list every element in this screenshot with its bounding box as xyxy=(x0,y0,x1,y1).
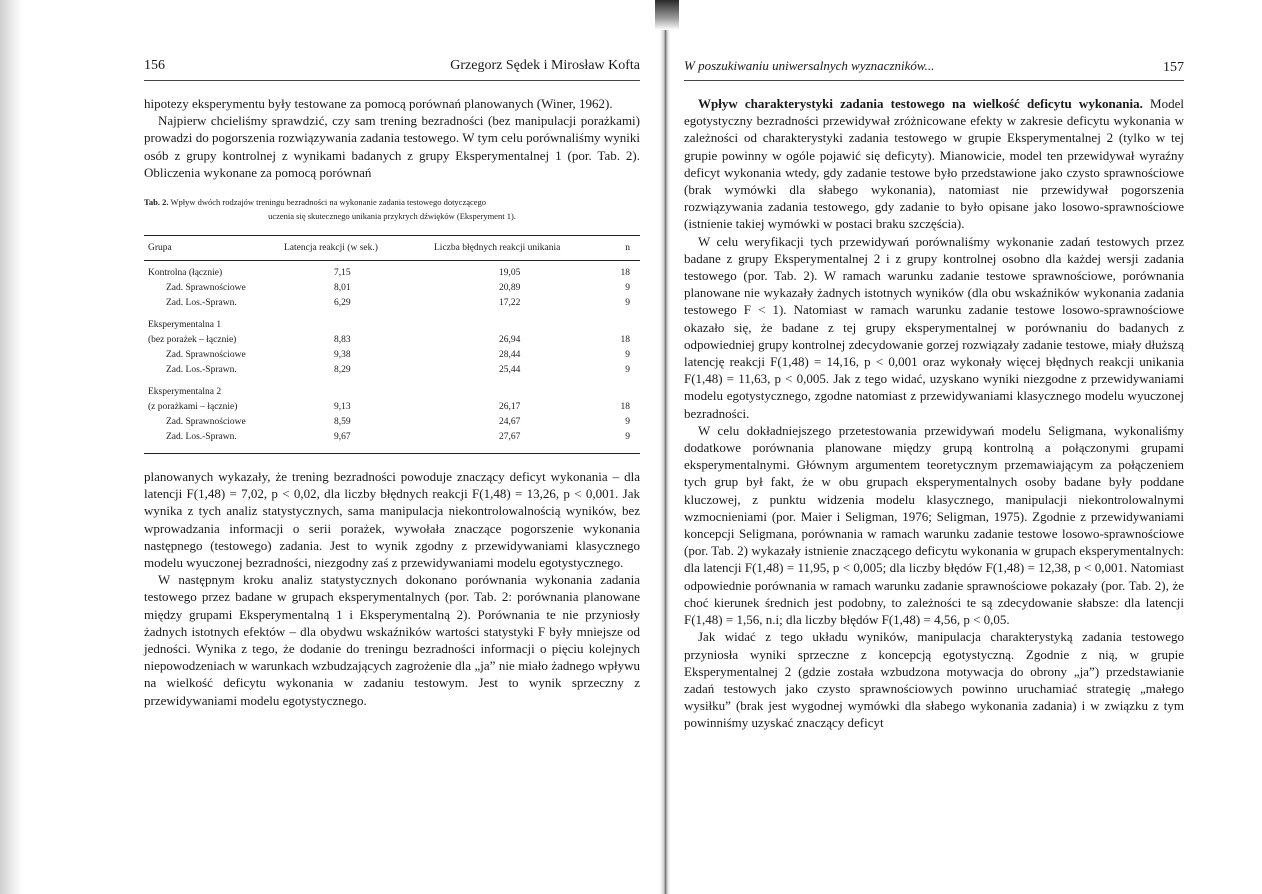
table-row xyxy=(144,282,640,297)
cell-errors: 17,22 xyxy=(499,298,521,309)
table-row xyxy=(144,364,640,379)
table-header-row xyxy=(144,242,640,261)
group-label-detail: (bez porażek – łącznie) xyxy=(148,335,237,346)
condition-label: Zad. Los.-Sprawn. xyxy=(166,298,237,309)
paragraph: Jak widać z tego układu wyników, manipulacja charakterystyką zadania testowego przyniosła wyniki sprzeczne z koncepcją egotystyczną. Zgodnie z nią, w grupie Eksperymentalnej 2 (gdzie została wzbudzona motywacja do obrony „ja”) przedstawianie zadań testowych jako czysto sprawnościowych powinno uruchamiać strategię „małego wysiłku” (brak jest wygodnej wymówki dla słabego wykonania zadania) i w związku z tym powinniśmy uzyskać znaczący deficyt xyxy=(684,629,1184,731)
table-row-group-title xyxy=(144,319,640,334)
table-row-group-total xyxy=(144,267,640,282)
cell-n: 9 xyxy=(625,365,630,376)
cell-errors: 25,44 xyxy=(499,365,521,376)
page-number: 157 xyxy=(1163,60,1184,75)
cell-n: 9 xyxy=(625,432,630,443)
column-header-errors: Liczba błędnych reakcji unikania xyxy=(434,243,561,254)
paragraph-body: Model egotystyczny bezradności przewidywał zróżnicowane efekty w zakresie deficytu wykonania w zależności od charakterystyki zadania testowego w grupie Eksperymentalnej 2 (tylko w tej grupie powinny w ogóle pojawić się deficyty). Mianowicie, model ten przewidywał wyraźny deficyt wykonania wtedy, gdy zadanie testowe było przedstawione jako czysto sprawnościowe (brak wymówki dla słabego wykonania), natomiast nie przewidywał pogorszenia rozwiązywania zadania testowego, gdy zadanie to było opisane jako losowo-sprawnościowe (istnienie takiej wymówki w postaci braku szczęścia). xyxy=(684,96,1184,232)
cell-errors: 27,67 xyxy=(499,432,521,443)
condition-label: Zad. Los.-Sprawn. xyxy=(166,432,237,443)
table-row xyxy=(144,297,640,312)
book-spine-top-shadow xyxy=(655,0,679,30)
condition-label: Zad. Sprawnościowe xyxy=(166,283,246,294)
cell-n: 9 xyxy=(625,283,630,294)
cell-errors: 28,44 xyxy=(499,350,521,361)
running-head-authors: Grzegorz Sędek i Mirosław Kofta xyxy=(450,58,640,73)
table-row xyxy=(144,416,640,431)
cell-latency: 9,38 xyxy=(334,350,351,361)
cell-n: 9 xyxy=(625,417,630,428)
cell-n: 9 xyxy=(625,298,630,309)
cell-latency: 8,29 xyxy=(334,365,351,376)
condition-label: Zad. Sprawnościowe xyxy=(166,350,246,361)
running-head-title: W poszukiwaniu uniwersalnych wyznaczników... xyxy=(684,58,935,73)
paragraph: W następnym kroku analiz statystycznych dokonano porównania wykonania zadania testowego przez badane w grupach eksperymentalnych (por. Tab. 2: porównania planowane między grupami Eksperymentalną 1 i Eksperymentalną 2). Porównania te nie przyniosły żadnych istotnych efektów – dla obydwu wskaźników wartości statystyki F były mniejsze od jedności. Wynika z tego, że dodanie do treningu bezradności informacji o pięciu kolejnych niepowodzeniach w warunkach wzbudzających zagrożenie dla „ja” nie miało żadnego wpływu na wielkość deficytu wykonania w zadaniu testowym. Jest to wynik sprzeczny z przewidywaniami modelu egotystycznego. xyxy=(144,572,640,708)
cell-errors: 20,89 xyxy=(499,283,521,294)
group-label: Eksperymentalna 1 xyxy=(148,320,222,331)
cell-n: 18 xyxy=(620,402,630,413)
table-row xyxy=(144,431,640,446)
page-number: 156 xyxy=(144,58,165,73)
cell-latency: 9,13 xyxy=(334,402,351,413)
section-heading: Wpływ charakterystyki zadania testowego na wielkość deficytu wykonania. xyxy=(698,96,1143,111)
group-label-detail: (z porażkami – łącznie) xyxy=(148,402,238,413)
table-row-group-title xyxy=(144,386,640,401)
cell-latency: 6,29 xyxy=(334,298,351,309)
cell-errors: 26,94 xyxy=(499,335,521,346)
column-header-n: n xyxy=(625,243,630,254)
cell-latency: 8,59 xyxy=(334,417,351,428)
cell-n: 18 xyxy=(620,335,630,346)
right-page xyxy=(684,56,1184,732)
cell-n: 9 xyxy=(625,350,630,361)
paragraph: Najpierw chcieliśmy sprawdzić, czy sam trening bezradności (bez manipulacji porażkami) prowadzi do pogorszenia rozwiązywania zadania testowego. W tym celu porównaliśmy wyniki osób z grupy kontrolnej z wynikami badanych z grupy Eksperymentalnej 1 (por. Tab. 2). Obliczenia wykonane za pomocą porównań xyxy=(144,113,640,180)
cell-latency: 9,67 xyxy=(334,432,351,443)
paragraph: W celu weryfikacji tych przewidywań porównaliśmy wykonanie zadań testowych przez badane z grupy Eksperymentalnej 2 i z grupy kontrolnej osobno dla każdej wersji zadania testowego (por. Tab. 2). W ramach warunku zadanie testowe sprawnościowe, porównania planowane nie wykazały żadnych istotnych wyników (dla obu wskaźników wykonania zadania testowego F < 1). Natomiast w ramach warunku zadanie testowe losowo-sprawnościowe okazało się, że badane z tej grupy eksperymentalnej w porównaniu do badanych z odpowiedniej grupy kontrolnej zdecydowanie gorzej rozwiązały zadanie testowe, miały dłuższą latencję reakcji F(1,48) = 14,16, p < 0,001 oraz wykonały więcej błędnych reakcji unikania F(1,48) = 11,63, p < 0,005. Jak z tego widać, uzyskano wyniki niezgodne z przewidywaniami modelu egotystycznego, zgodne natomiast z przewidywaniami klasycznego modelu wyuczonej bezradności. xyxy=(684,233,1184,421)
table-row xyxy=(144,349,640,364)
cell-errors: 19,05 xyxy=(499,268,521,279)
scan-left-edge-shadow xyxy=(0,0,22,894)
table-caption-line-2: uczenia się skutecznego unikania przykrych dźwięków (Eksperyment 1). xyxy=(268,211,516,222)
table-row-group-total xyxy=(144,401,640,416)
left-page xyxy=(144,56,640,709)
table-caption-line-1: Wpływ dwóch rodzajów treningu bezradności na wykonanie zadania testowego dotyczącego xyxy=(170,197,487,208)
book-spine xyxy=(660,0,670,894)
cell-latency: 8,83 xyxy=(334,335,351,346)
cell-errors: 24,67 xyxy=(499,417,521,428)
paragraph: planowanych wykazały, że trening bezradności powoduje znaczący deficyt wykonania – dla latencji F(1,48) = 7,02, p < 0,02, dla liczby błędnych reakcji F(1,48) = 13,26, p < 0,001. Jak wynika z tych analiz statystycznych, sama manipulacja niekontrolowalnością wyników, bez wprowadzania informacji o serii porażek, wywołała znaczące pogorszenie wykonania następnego (testowego) zadania. Jest to wynik zgodny z przewidywaniami klasycznego modelu wyuczonej bezradności, niezgodny zaś z przewidywaniami modelu egotystycznego. xyxy=(144,469,640,571)
paragraph: hipotezy eksperymentu były testowane za pomocą porównań planowanych (Winer, 1962). xyxy=(144,96,613,111)
column-header-latency: Latencja reakcji (w sek.) xyxy=(284,243,378,254)
results-table xyxy=(144,235,640,454)
cell-n: 18 xyxy=(620,268,630,279)
cell-latency: 8,01 xyxy=(334,283,351,294)
table-number: Tab. 2. xyxy=(144,197,169,208)
right-page-header xyxy=(684,56,1184,81)
group-label: Eksperymentalna 2 xyxy=(148,387,222,398)
group-label: Kontrolna (łącznie) xyxy=(148,268,223,279)
cell-latency: 7,15 xyxy=(334,268,351,279)
condition-label: Zad. Sprawnościowe xyxy=(166,417,246,428)
section-paragraph xyxy=(684,95,1184,233)
table-caption xyxy=(144,195,640,223)
table-row-group-total xyxy=(144,334,640,349)
cell-errors: 26,17 xyxy=(499,402,521,413)
paragraph: W celu dokładniejszego przetestowania przewidywań modelu Seligmana, wykonaliśmy dodatkowe porównania planowane między grupą kontrolną a połączonymi grupami eksperymentalnymi. Głównym argumentem teoretycznym przemawiającym za połączeniem tych grup był fakt, że w obu grupach eksperymentalnych osoby badane były poddane kluczowej, z punktu widzenia modelu klasycznego, manipulacji niekontrolowalnymi wzmocnieniami (por. Maier i Seligman, 1976; Seligman, 1975). Zgodnie z przewidywaniami koncepcji Seligmana, porównania w ramach warunku zadanie testowe losowo-sprawnościowe (por. Tab. 2) wykazały istnienie znaczącego deficytu wykonania w grupach eksperymentalnych: dla latencji F(1,48) = 11,95, p < 0,005; dla liczby błędów F(1,48) = 12,38, p < 0,001. Natomiast odpowiednie porównania w ramach warunku zadanie sprawnościowe pokazały (por. Tab. 2), że choć kierunek średnich jest podobny, to zależności te są zdecydowanie słabsze: dla latencji F(1,48) = 1,56, n.i; dla liczby błędów F(1,48) = 4,56, p < 0,05. xyxy=(684,422,1184,628)
column-header-group: Grupa xyxy=(148,243,172,254)
left-page-header xyxy=(144,56,640,81)
condition-label: Zad. Los.-Sprawn. xyxy=(166,365,237,376)
